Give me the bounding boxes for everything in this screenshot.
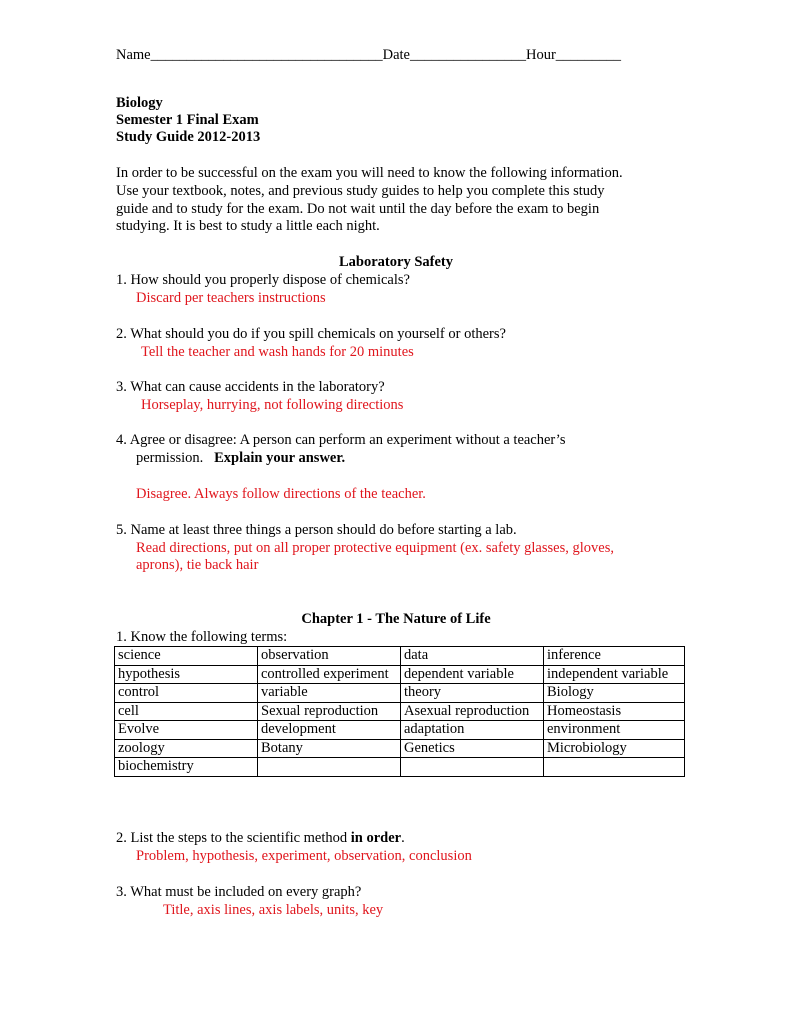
- ch1-q2-period: .: [401, 830, 405, 846]
- lab-q4-line1: 4. Agree or disagree: A person can perform an experiment without a teacher’s: [116, 432, 566, 448]
- term-cell: Asexual reproduction: [401, 702, 544, 721]
- term-cell: biochemistry: [115, 758, 258, 777]
- terms-table-row: [115, 702, 685, 721]
- ch1-q1: 1. Know the following terms:: [116, 629, 288, 645]
- lab-a3: Horseplay, hurrying, not following directions: [141, 397, 404, 413]
- term-cell: theory: [401, 684, 544, 703]
- lab-q5: 5. Name at least three things a person should do before starting a lab.: [116, 522, 517, 538]
- ch1-q2-text: 2. List the steps to the scientific method: [116, 830, 348, 846]
- lab-a4: Disagree. Always follow directions of the teacher.: [136, 486, 426, 502]
- intro-line-4: studying. It is best to study a little each night.: [116, 218, 380, 234]
- subject-title: Biology: [116, 95, 163, 111]
- term-cell: zoology: [115, 739, 258, 758]
- term-cell: adaptation: [401, 721, 544, 740]
- term-cell: independent variable: [544, 665, 685, 684]
- terms-table-row: [115, 721, 685, 740]
- lab-q4-line2: [136, 450, 345, 467]
- ch1-q2: [116, 830, 405, 847]
- terms-table-body: [115, 647, 685, 777]
- lab-safety-heading: Laboratory Safety: [339, 254, 453, 270]
- ch1-q3: 3. What must be included on every graph?: [116, 884, 362, 900]
- term-cell: Microbiology: [544, 739, 685, 758]
- term-cell: cell: [115, 702, 258, 721]
- lab-q4-text: permission.: [136, 450, 204, 466]
- term-cell: data: [401, 647, 544, 666]
- ch1-a2: Problem, hypothesis, experiment, observation, conclusion: [136, 848, 472, 864]
- lab-a5-line1: Read directions, put on all proper protective equipment (ex. safety glasses, gloves,: [136, 540, 614, 556]
- term-cell: Biology: [544, 684, 685, 703]
- name-date-hour-field: Name________________________________Date________________Hour_________: [116, 47, 622, 63]
- ch1-q2-emphasis: in order: [350, 830, 402, 846]
- chapter1-heading: Chapter 1 - The Nature of Life: [301, 611, 491, 627]
- intro-line-2: Use your textbook, notes, and previous study guides to help you complete this study: [116, 183, 605, 199]
- lab-q3: 3. What can cause accidents in the laboratory?: [116, 379, 385, 395]
- term-cell: Homeostasis: [544, 702, 685, 721]
- term-cell: variable: [258, 684, 401, 703]
- term-cell: Genetics: [401, 739, 544, 758]
- term-cell: environment: [544, 721, 685, 740]
- term-cell: [401, 758, 544, 777]
- lab-q4-explain: Explain your answer.: [214, 450, 346, 466]
- intro-line-3: guide and to study for the exam. Do not wait until the day before the exam to begin: [116, 201, 600, 217]
- terms-table-row: [115, 684, 685, 703]
- terms-table-row: [115, 739, 685, 758]
- intro-line-1: In order to be successful on the exam you will need to know the following information.: [116, 165, 623, 181]
- term-cell: control: [115, 684, 258, 703]
- lab-q1: 1. How should you properly dispose of chemicals?: [116, 272, 410, 288]
- term-cell: development: [258, 721, 401, 740]
- study-guide-title: Study Guide 2012-2013: [116, 129, 261, 145]
- term-cell: [544, 758, 685, 777]
- terms-table-row: [115, 647, 685, 666]
- lab-a2: Tell the teacher and wash hands for 20 minutes: [141, 344, 414, 360]
- term-cell: observation: [258, 647, 401, 666]
- term-cell: Evolve: [115, 721, 258, 740]
- term-cell: Botany: [258, 739, 401, 758]
- lab-a5-line2: aprons), tie back hair: [136, 557, 259, 573]
- exam-title: Semester 1 Final Exam: [116, 112, 259, 128]
- term-cell: inference: [544, 647, 685, 666]
- term-cell: dependent variable: [401, 665, 544, 684]
- term-cell: [258, 758, 401, 777]
- term-cell: Sexual reproduction: [258, 702, 401, 721]
- ch1-a3: Title, axis lines, axis labels, units, key: [163, 902, 384, 918]
- term-cell: controlled experiment: [258, 665, 401, 684]
- terms-table-row: [115, 665, 685, 684]
- terms-table-row: [115, 758, 685, 777]
- lab-q2: 2. What should you do if you spill chemicals on yourself or others?: [116, 326, 506, 342]
- terms-table: [114, 646, 685, 777]
- term-cell: hypothesis: [115, 665, 258, 684]
- term-cell: science: [115, 647, 258, 666]
- lab-a1: Discard per teachers instructions: [136, 290, 326, 306]
